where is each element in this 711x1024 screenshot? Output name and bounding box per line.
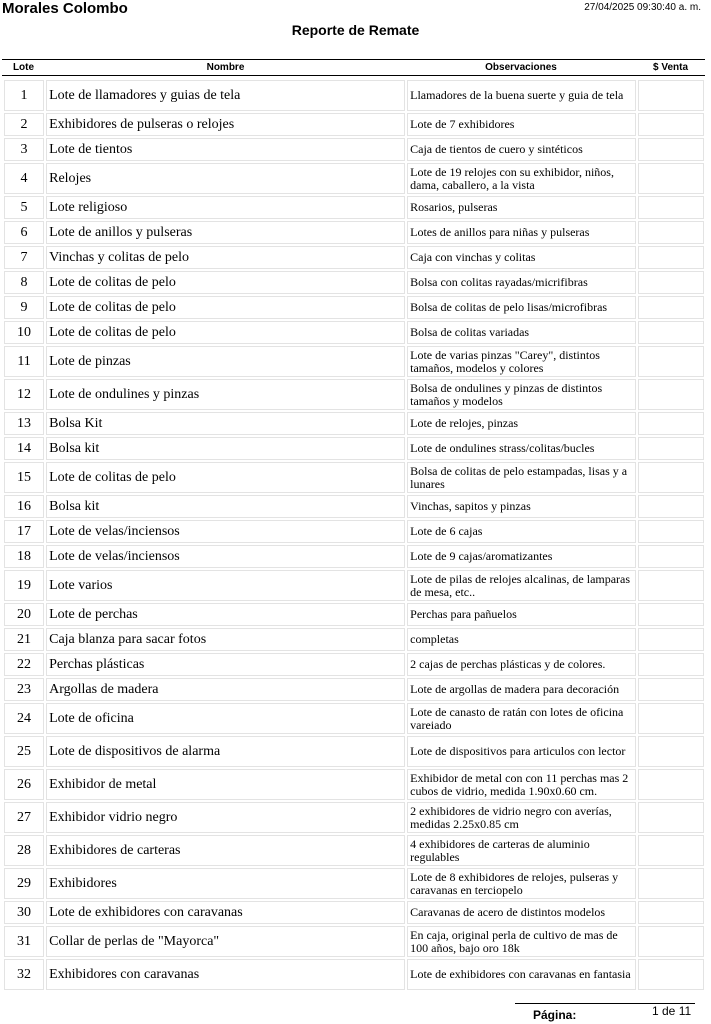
lote-cell: 8 bbox=[4, 271, 44, 294]
lote-cell: 16 bbox=[4, 495, 44, 518]
table-row bbox=[4, 736, 704, 767]
table-row bbox=[4, 113, 704, 136]
nombre-cell: Exhibidores con caravanas bbox=[46, 959, 405, 990]
table-row bbox=[4, 138, 704, 161]
nombre-cell: Lote de colitas de pelo bbox=[46, 321, 405, 344]
observaciones-cell: Perchas para pañuelos bbox=[407, 603, 636, 626]
lote-cell: 24 bbox=[4, 703, 44, 734]
observaciones-cell: Bolsa de colitas de pelo lisas/microfibras bbox=[407, 296, 636, 319]
observaciones-cell: Bolsa de colitas de pelo estampadas, lisas y a lunares bbox=[407, 462, 636, 493]
venta-cell bbox=[638, 80, 704, 111]
venta-cell bbox=[638, 296, 704, 319]
table-row bbox=[4, 703, 704, 734]
lote-cell: 32 bbox=[4, 959, 44, 990]
lote-cell: 30 bbox=[4, 901, 44, 924]
nombre-cell: Lote de pinzas bbox=[46, 346, 405, 377]
nombre-cell: Lote de perchas bbox=[46, 603, 405, 626]
venta-cell bbox=[638, 736, 704, 767]
nombre-cell: Lote de ondulines y pinzas bbox=[46, 379, 405, 410]
lote-cell: 4 bbox=[4, 163, 44, 194]
table-row bbox=[4, 495, 704, 518]
venta-cell bbox=[638, 678, 704, 701]
observaciones-cell: Bolsa de ondulines y pinzas de distintos tamaños y modelos bbox=[407, 379, 636, 410]
venta-cell bbox=[638, 412, 704, 435]
observaciones-cell: Lote de 7 exhibidores bbox=[407, 113, 636, 136]
observaciones-cell: Lote de 6 cajas bbox=[407, 520, 636, 543]
lote-cell: 11 bbox=[4, 346, 44, 377]
observaciones-cell: Lote de ondulines strass/colitas/bucles bbox=[407, 437, 636, 460]
nombre-cell: Collar de perlas de "Mayorca" bbox=[46, 926, 405, 957]
lote-cell: 15 bbox=[4, 462, 44, 493]
observaciones-cell: Vinchas, sapitos y pinzas bbox=[407, 495, 636, 518]
venta-cell bbox=[638, 113, 704, 136]
table-row bbox=[4, 628, 704, 651]
lote-cell: 10 bbox=[4, 321, 44, 344]
nombre-cell: Lote de dispositivos de alarma bbox=[46, 736, 405, 767]
nombre-cell: Exhibidores bbox=[46, 868, 405, 899]
lote-cell: 2 bbox=[4, 113, 44, 136]
lote-cell: 23 bbox=[4, 678, 44, 701]
column-header-venta: $ Venta bbox=[652, 62, 689, 73]
observaciones-cell: Exhibidor de metal con con 11 perchas mas 2 cubos de vidrio, medida 1.90x0.60 cm. bbox=[407, 769, 636, 800]
nombre-cell: Exhibidores de pulseras o relojes bbox=[46, 113, 405, 136]
venta-cell bbox=[638, 901, 704, 924]
lote-cell: 13 bbox=[4, 412, 44, 435]
column-header-nombre: Nombre bbox=[206, 62, 245, 73]
lote-cell: 31 bbox=[4, 926, 44, 957]
nombre-cell: Lote de colitas de pelo bbox=[46, 271, 405, 294]
observaciones-cell: Lote de argollas de madera para decoración bbox=[407, 678, 636, 701]
observaciones-cell: Lote de dispositivos para articulos con lector bbox=[407, 736, 636, 767]
report-title: Reporte de Remate bbox=[291, 22, 420, 38]
table-row bbox=[4, 437, 704, 460]
lote-cell: 5 bbox=[4, 196, 44, 219]
nombre-cell: Lote de velas/inciensos bbox=[46, 520, 405, 543]
table-row bbox=[4, 412, 704, 435]
lote-cell: 22 bbox=[4, 653, 44, 676]
observaciones-cell: 2 exhibidores de vidrio negro con averías, medidas 2.25x0.85 cm bbox=[407, 802, 636, 833]
observaciones-cell: Lote de pilas de relojes alcalinas, de lamparas de mesa, etc.. bbox=[407, 570, 636, 601]
table-row bbox=[4, 545, 704, 568]
observaciones-cell: 2 cajas de perchas plásticas y de colores. bbox=[407, 653, 636, 676]
observaciones-cell: Lote de 19 relojes con su exhibidor, niños, dama, caballero, a la vista bbox=[407, 163, 636, 194]
venta-cell bbox=[638, 271, 704, 294]
table-row bbox=[4, 296, 704, 319]
nombre-cell: Relojes bbox=[46, 163, 405, 194]
observaciones-cell: En caja, original perla de cultivo de mas de 100 años, bajo oro 18k bbox=[407, 926, 636, 957]
lote-cell: 9 bbox=[4, 296, 44, 319]
table-row bbox=[4, 246, 704, 269]
venta-cell bbox=[638, 379, 704, 410]
lots-table-body bbox=[4, 80, 704, 990]
nombre-cell: Lote de anillos y pulseras bbox=[46, 221, 405, 244]
venta-cell bbox=[638, 321, 704, 344]
table-header bbox=[2, 61, 705, 75]
table-row bbox=[4, 959, 704, 990]
venta-cell bbox=[638, 545, 704, 568]
observaciones-cell: Caja con vinchas y colitas bbox=[407, 246, 636, 269]
nombre-cell: Caja blanza para sacar fotos bbox=[46, 628, 405, 651]
lote-cell: 18 bbox=[4, 545, 44, 568]
nombre-cell: Bolsa Kit bbox=[46, 412, 405, 435]
lote-cell: 19 bbox=[4, 570, 44, 601]
lote-cell: 28 bbox=[4, 835, 44, 866]
observaciones-cell: Rosarios, pulseras bbox=[407, 196, 636, 219]
table-row bbox=[4, 603, 704, 626]
table-row bbox=[4, 80, 704, 111]
nombre-cell: Lote de colitas de pelo bbox=[46, 462, 405, 493]
lote-cell: 27 bbox=[4, 802, 44, 833]
observaciones-cell: Lotes de anillos para niñas y pulseras bbox=[407, 221, 636, 244]
lots-table bbox=[2, 78, 706, 992]
venta-cell bbox=[638, 628, 704, 651]
table-row bbox=[4, 653, 704, 676]
column-header-lote: Lote bbox=[12, 62, 35, 73]
observaciones-cell: Bolsa con colitas rayadas/micrifibras bbox=[407, 271, 636, 294]
observaciones-cell: Lote de relojes, pinzas bbox=[407, 412, 636, 435]
lote-cell: 26 bbox=[4, 769, 44, 800]
venta-cell bbox=[638, 246, 704, 269]
lote-cell: 3 bbox=[4, 138, 44, 161]
venta-cell bbox=[638, 603, 704, 626]
observaciones-cell: Lote de 9 cajas/aromatizantes bbox=[407, 545, 636, 568]
nombre-cell: Lote de llamadores y guias de tela bbox=[46, 80, 405, 111]
venta-cell bbox=[638, 959, 704, 990]
observaciones-cell: Llamadores de la buena suerte y guia de tela bbox=[407, 80, 636, 111]
nombre-cell: Lote de oficina bbox=[46, 703, 405, 734]
venta-cell bbox=[638, 570, 704, 601]
lote-cell: 7 bbox=[4, 246, 44, 269]
venta-cell bbox=[638, 437, 704, 460]
lote-cell: 25 bbox=[4, 736, 44, 767]
venta-cell bbox=[638, 769, 704, 800]
lote-cell: 1 bbox=[4, 80, 44, 111]
nombre-cell: Lote de velas/inciensos bbox=[46, 545, 405, 568]
observaciones-cell: 4 exhibidores de carteras de aluminio regulables bbox=[407, 835, 636, 866]
venta-cell bbox=[638, 520, 704, 543]
nombre-cell: Argollas de madera bbox=[46, 678, 405, 701]
nombre-cell: Exhibidor vidrio negro bbox=[46, 802, 405, 833]
venta-cell bbox=[638, 703, 704, 734]
venta-cell bbox=[638, 221, 704, 244]
lote-cell: 14 bbox=[4, 437, 44, 460]
observaciones-cell: Lote de 8 exhibidores de relojes, pulseras y caravanas en terciopelo bbox=[407, 868, 636, 899]
table-row bbox=[4, 802, 704, 833]
nombre-cell: Bolsa kit bbox=[46, 437, 405, 460]
header-bottom-rule bbox=[2, 75, 705, 76]
header-top-rule bbox=[2, 59, 705, 60]
lote-cell: 29 bbox=[4, 868, 44, 899]
venta-cell bbox=[638, 346, 704, 377]
venta-cell bbox=[638, 495, 704, 518]
table-row bbox=[4, 196, 704, 219]
venta-cell bbox=[638, 653, 704, 676]
venta-cell bbox=[638, 835, 704, 866]
table-row bbox=[4, 868, 704, 899]
nombre-cell: Lote varios bbox=[46, 570, 405, 601]
lote-cell: 21 bbox=[4, 628, 44, 651]
nombre-cell: Exhibidores de carteras bbox=[46, 835, 405, 866]
table-row bbox=[4, 271, 704, 294]
company-name: Morales Colombo bbox=[2, 0, 128, 17]
observaciones-cell: Lote de varias pinzas "Carey", distintos tamaños, modelos y colores bbox=[407, 346, 636, 377]
table-row bbox=[4, 901, 704, 924]
lote-cell: 6 bbox=[4, 221, 44, 244]
table-row bbox=[4, 462, 704, 493]
column-header-observaciones: Observaciones bbox=[485, 62, 557, 73]
venta-cell bbox=[638, 926, 704, 957]
nombre-cell: Lote religioso bbox=[46, 196, 405, 219]
table-row bbox=[4, 321, 704, 344]
table-row bbox=[4, 520, 704, 543]
table-row bbox=[4, 163, 704, 194]
nombre-cell: Lote de colitas de pelo bbox=[46, 296, 405, 319]
nombre-cell: Lote de tientos bbox=[46, 138, 405, 161]
table-row bbox=[4, 835, 704, 866]
venta-cell bbox=[638, 868, 704, 899]
table-row bbox=[4, 379, 704, 410]
observaciones-cell: Bolsa de colitas variadas bbox=[407, 321, 636, 344]
venta-cell bbox=[638, 138, 704, 161]
venta-cell bbox=[638, 196, 704, 219]
observaciones-cell: Caja de tientos de cuero y sintéticos bbox=[407, 138, 636, 161]
table-row bbox=[4, 769, 704, 800]
table-row bbox=[4, 221, 704, 244]
page-label: Página: bbox=[533, 1008, 577, 1022]
page-number: 1 de 11 bbox=[652, 1004, 692, 1018]
nombre-cell: Perchas plásticas bbox=[46, 653, 405, 676]
lote-cell: 12 bbox=[4, 379, 44, 410]
venta-cell bbox=[638, 462, 704, 493]
table-row bbox=[4, 346, 704, 377]
lote-cell: 17 bbox=[4, 520, 44, 543]
observaciones-cell: completas bbox=[407, 628, 636, 651]
lote-cell: 20 bbox=[4, 603, 44, 626]
nombre-cell: Exhibidor de metal bbox=[46, 769, 405, 800]
venta-cell bbox=[638, 163, 704, 194]
observaciones-cell: Lote de exhibidores con caravanas en fantasia bbox=[407, 959, 636, 990]
nombre-cell: Vinchas y colitas de pelo bbox=[46, 246, 405, 269]
table-row bbox=[4, 570, 704, 601]
venta-cell bbox=[638, 802, 704, 833]
table-row bbox=[4, 678, 704, 701]
table-row bbox=[4, 926, 704, 957]
report-datetime: 27/04/2025 09:30:40 a. m. bbox=[584, 2, 701, 13]
nombre-cell: Lote de exhibidores con caravanas bbox=[46, 901, 405, 924]
observaciones-cell: Lote de canasto de ratán con lotes de oficina vareiado bbox=[407, 703, 636, 734]
nombre-cell: Bolsa kit bbox=[46, 495, 405, 518]
observaciones-cell: Caravanas de acero de distintos modelos bbox=[407, 901, 636, 924]
